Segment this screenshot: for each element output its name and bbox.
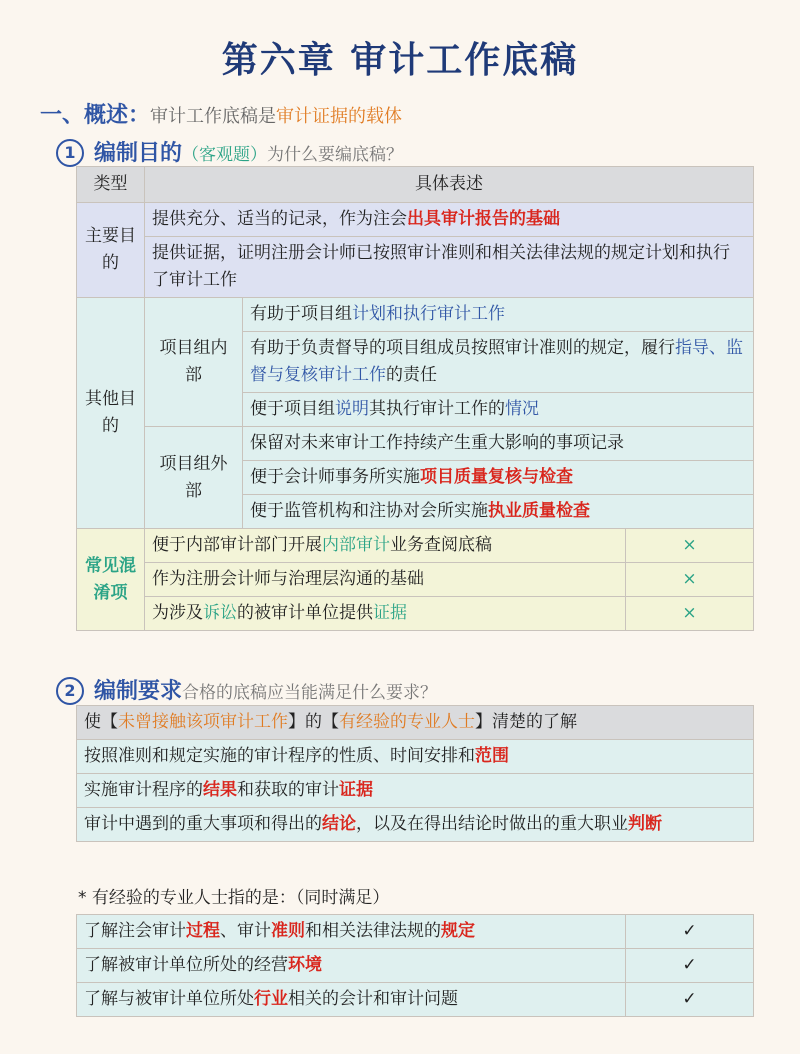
table-row xyxy=(77,563,754,597)
subsection-paren: （客观题） xyxy=(182,145,268,165)
subsection-purpose xyxy=(56,136,403,167)
table-row xyxy=(77,597,754,631)
cross-mark: × xyxy=(626,597,754,631)
subsection-question: 合格的底稿应当能满足什么要求？ xyxy=(182,683,438,703)
table-cell: 使【未曾接触该项审计工作】的【有经验的专业人士】清楚的了解 xyxy=(77,706,754,740)
check-mark: ✓ xyxy=(626,949,754,983)
table-cell: 了解被审计单位所处的经营环境 xyxy=(77,949,626,983)
circled-number: 2 xyxy=(56,677,84,705)
table-cell: 作为注册会计师与治理层沟通的基础 xyxy=(145,563,626,597)
section-highlight: 审计证据的载体 xyxy=(276,106,403,127)
subsection-requirements xyxy=(56,674,437,705)
requirements-table xyxy=(76,705,754,842)
table-row xyxy=(77,983,754,1017)
section-label: 一、概述： xyxy=(40,103,151,128)
table-cell: 审计中遇到的重大事项和得出的结论，以及在得出结论时做出的重大职业判断 xyxy=(77,808,754,842)
type-cell-inner: 项目组内部 xyxy=(145,298,243,427)
table-cell: 了解注会审计过程、审计准则和相关法律法规的规定 xyxy=(77,915,626,949)
table-cell: 便于内部审计部门开展内部审计业务查阅底稿 xyxy=(145,529,626,563)
table-cell: 按照准则和规定实施的审计程序的性质、时间安排和范围 xyxy=(77,740,754,774)
table-cell: 便于会计师事务所实施项目质量复核与检查 xyxy=(243,461,754,495)
table-cell: 提供充分、适当的记录，作为注会出具审计报告的基础 xyxy=(145,203,754,237)
table-row xyxy=(77,774,754,808)
table-row xyxy=(77,740,754,774)
page-title: 第六章 审计工作底稿 xyxy=(221,39,579,81)
header-type: 类型 xyxy=(77,167,145,203)
note-text: * 有经验的专业人士指的是：（同时满足） xyxy=(78,888,390,908)
table-cell: 便于项目组说明其执行审计工作的情况 xyxy=(243,393,754,427)
subsection-label: 编制目的 xyxy=(94,141,183,166)
subsection-question: 为什么要编底稿？ xyxy=(267,145,404,165)
expert-table xyxy=(76,914,754,1017)
table-cell: 保留对未来审计工作持续产生重大影响的事项记录 xyxy=(243,427,754,461)
check-mark: ✓ xyxy=(626,983,754,1017)
section-desc: 审计工作底稿是 xyxy=(150,106,277,127)
table-header-row xyxy=(77,706,754,740)
subsection-label: 编制要求 xyxy=(94,679,183,704)
table-cell: 提供证据，证明注册会计师已按照审计准则和相关法律法规的规定计划和执行了审计工作 xyxy=(145,237,754,298)
table-row xyxy=(77,298,754,332)
type-cell-outer: 项目组外部 xyxy=(145,427,243,529)
table-row xyxy=(77,203,754,237)
table-cell: 实施审计程序的结果和获取的审计证据 xyxy=(77,774,754,808)
table-cell: 了解与被审计单位所处行业相关的会计和审计问题 xyxy=(77,983,626,1017)
circled-number: 1 xyxy=(56,139,84,167)
check-mark: ✓ xyxy=(626,915,754,949)
table-cell: 有助于负责督导的项目组成员按照审计准则的规定，履行指导、监督与复核审计工作的责任 xyxy=(243,332,754,393)
table-header-row xyxy=(77,167,754,203)
type-cell-confuse: 常见混淆项 xyxy=(77,529,145,631)
table-row xyxy=(77,949,754,983)
table-row xyxy=(77,427,754,461)
table-cell: 有助于项目组计划和执行审计工作 xyxy=(243,298,754,332)
cross-mark: × xyxy=(626,563,754,597)
table-cell: 为涉及诉讼的被审计单位提供证据 xyxy=(145,597,626,631)
table-cell: 便于监管机构和注协对会所实施执业质量检查 xyxy=(243,495,754,529)
cross-mark: × xyxy=(626,529,754,563)
type-cell-main: 主要目的 xyxy=(77,203,145,298)
header-desc: 具体表述 xyxy=(145,167,754,203)
purpose-table xyxy=(76,166,754,631)
table-row xyxy=(77,808,754,842)
table-row xyxy=(77,237,754,298)
table-row xyxy=(77,529,754,563)
type-cell-other: 其他目的 xyxy=(77,298,145,529)
section-overview xyxy=(40,98,402,129)
table-row xyxy=(77,915,754,949)
